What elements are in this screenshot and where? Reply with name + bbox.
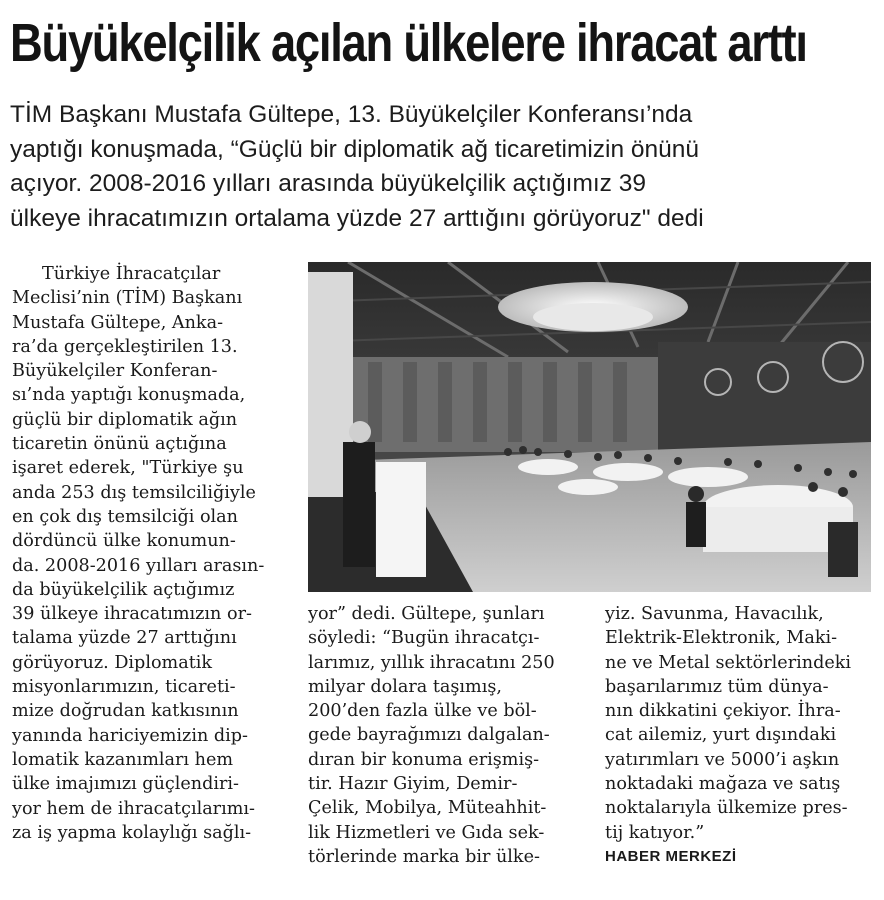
- body-column-1: [12, 262, 298, 845]
- body-line: görüyoruz. Diplomatik: [12, 652, 213, 673]
- byline: HABER MERKEZİ: [605, 847, 737, 865]
- body-column-2: [308, 602, 598, 869]
- body-line: yiz. Savunma, Havacılık,: [605, 604, 824, 624]
- body-line: dördüncü ülke konumun-: [12, 531, 236, 552]
- body-line: za iş yapma kolaylığı sağlı-: [12, 822, 252, 843]
- body-line: lomatik kazanımları hem: [12, 749, 234, 770]
- body-line: Büyükelçiler Konferan-: [12, 361, 218, 382]
- body-line: noktalarıyla ülkemize pres-: [605, 798, 848, 819]
- conference-hall-illustration: [308, 262, 871, 592]
- body-line: dıran bir konuma erişmiş-: [308, 749, 540, 770]
- body-line: işaret ederek, "Türkiye şu: [12, 458, 244, 479]
- body-line: milyar dolara taşımış,: [308, 676, 502, 697]
- spot-line: açıyor. 2008-2016 yılları arasında büyükelçilik açtığımız 39: [10, 170, 646, 197]
- body-line: en çok dış temsilciği olan: [12, 506, 238, 527]
- headline: Büyükelçilik açılan ülkelere ihracat arttı: [10, 13, 807, 73]
- body-line: lik Hizmetleri ve Gıda sek-: [308, 822, 545, 843]
- body-line: Meclisi’nin (TİM) Başkanı: [12, 288, 243, 309]
- body-line: Türkiye İhracatçılar: [42, 264, 221, 284]
- body-line: yor hem de ihracatçılarımı-: [12, 798, 255, 819]
- body-line: törlerinde marka bir ülke-: [308, 846, 540, 867]
- body-line: cat ailemiz, yurt dışındaki: [605, 725, 837, 746]
- body-line: Mustafa Gültepe, Anka-: [12, 312, 224, 333]
- spot-text: [10, 98, 874, 236]
- body-line: tij katıyor.”: [605, 822, 705, 843]
- spot-line: TİM Başkanı Mustafa Gültepe, 13. Büyükelçiler Konferansı’nda: [10, 101, 693, 128]
- body-line: noktadaki mağaza ve satış: [605, 774, 841, 795]
- body-line: misyonlarımızın, ticareti-: [12, 677, 236, 698]
- body-line: yor” dedi. Gültepe, şunları: [308, 604, 545, 624]
- body-line: sı’nda yaptığı konuşmada,: [12, 385, 246, 406]
- body-line: başarılarımız tüm dünya-: [605, 676, 829, 697]
- conference-photo: [308, 262, 871, 592]
- body-line: ne ve Metal sektörlerindeki: [605, 652, 852, 673]
- body-line: da. 2008-2016 yılları arasın-: [12, 555, 265, 576]
- body-line: güçlü bir diplomatik ağın: [12, 409, 238, 430]
- body-line: anda 253 dış temsilciliğiyle: [12, 482, 256, 503]
- body-line: gede bayrağımızı dalgalan-: [308, 725, 550, 746]
- body-line: nın dikkatini çekiyor. İhra-: [605, 701, 841, 722]
- body-line: larımız, yıllık ihracatını 250: [308, 652, 555, 673]
- body-line: Çelik, Mobilya, Müteahhit-: [308, 798, 547, 819]
- body-line: ra’da gerçekleştirilen 13.: [12, 336, 238, 357]
- spot-line: ülkeye ihracatımızın ortalama yüzde 27 arttığını görüyoruz" dedi: [10, 204, 704, 232]
- body-line: yanında hariciyemizin dip-: [12, 725, 248, 746]
- body-line: 39 ülkeye ihracatımızın or-: [12, 604, 252, 625]
- body-line: ticaretin önünü açtığına: [12, 434, 227, 455]
- body-line: ülke imajımızı güçlendiri-: [12, 774, 239, 795]
- body-line: Elektrik-Elektronik, Maki-: [605, 628, 838, 649]
- body-line: tir. Hazır Giyim, Demir-: [308, 774, 518, 795]
- body-line: talama yüzde 27 arttığını: [12, 628, 237, 649]
- spot-line: yaptığı konuşmada, “Güçlü bir diplomatik ağ ticaretimizin önünü: [10, 135, 700, 163]
- body-line: mize doğrudan katkısının: [12, 701, 239, 722]
- body-line: 200’den fazla ülke ve böl-: [308, 701, 537, 722]
- body-line: söyledi: “Bugün ihracatçı-: [308, 628, 540, 649]
- body-column-3: [605, 602, 875, 869]
- body-line: yatırımları ve 5000’i aşkın: [605, 749, 840, 770]
- body-line: da büyükelçilik açtığımız: [12, 579, 235, 600]
